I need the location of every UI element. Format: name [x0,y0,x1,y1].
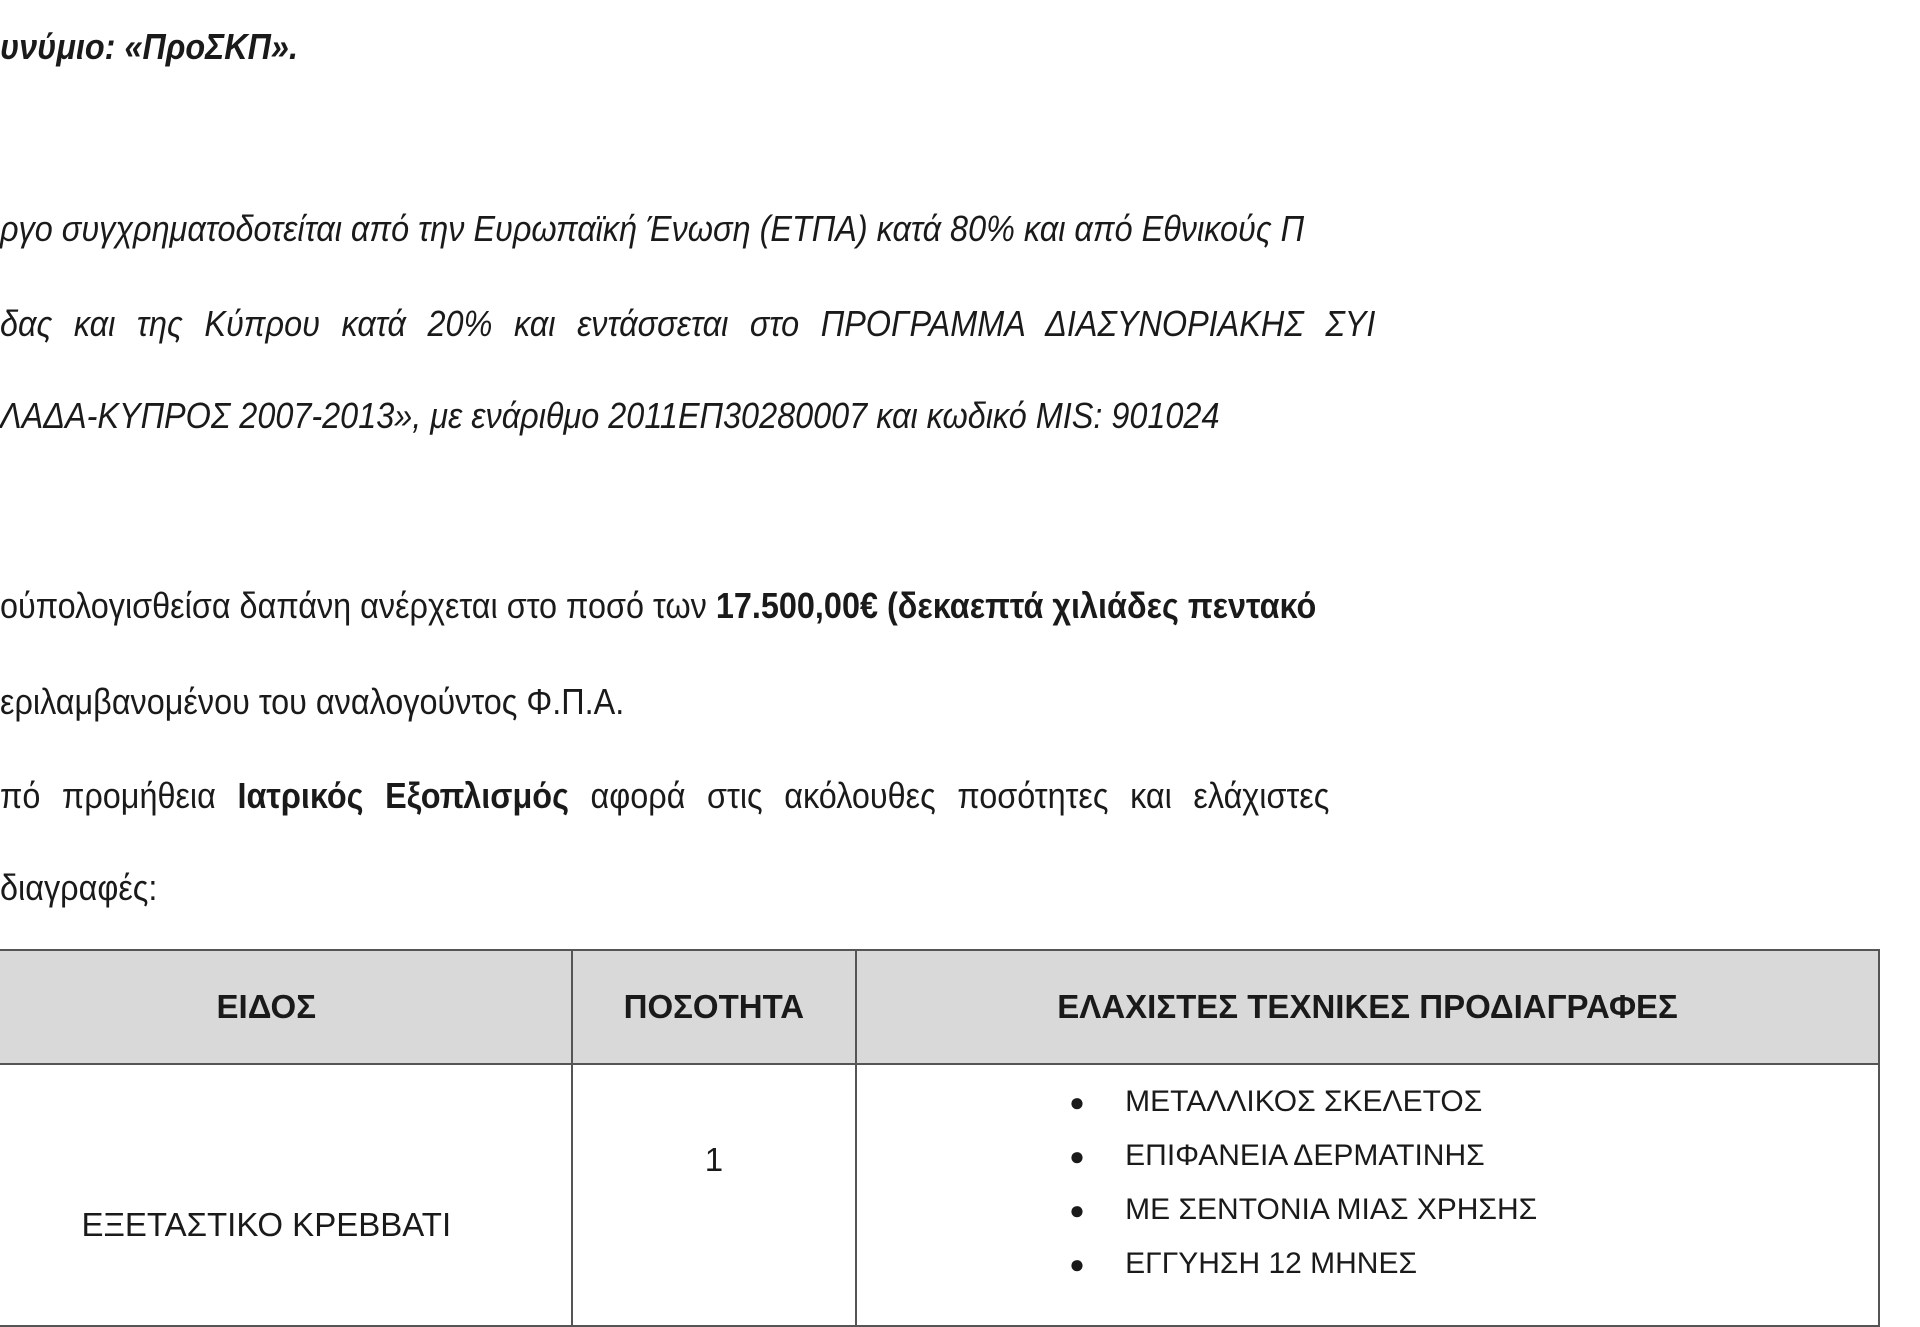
bullet-icon: ● [1069,1087,1085,1117]
spec-text: ΜΕΤΑΛΛΙΚΟΣ ΣΚΕΛΕΤΟΣ [1125,1085,1483,1118]
equipment-table [0,949,1880,1327]
list-item [1069,1183,1878,1237]
acronym-line: υνύμιο: «ΠροΣΚΠ». [0,26,298,67]
supply-item: Ιατρικός Εξοπλισμός [237,775,569,816]
funding-line-2: δας και της Κύπρου κατά 20% και εντάσσεται στο ΠΡΟΓΡΑΜΜΑ ΔΙΑΣΥΝΟΡΙΑΚΗΣ ΣΥΙ [0,303,1376,344]
item-quantity: 1 [704,1141,724,1178]
list-item [1069,1237,1878,1291]
bullet-icon: ● [1069,1141,1085,1171]
table-header-row [0,950,1879,1064]
supply-line [0,774,1329,818]
bullet-icon: ● [1069,1249,1085,1279]
header-quantity: ΠΟΣΟΤΗΤΑ [572,950,857,1064]
budget-text: ούπολογισθείσα δαπάνη ανέρχεται στο ποσό των [0,585,716,626]
table-row [0,1064,1879,1326]
header-item: ΕΙΔΟΣ [0,950,572,1064]
cell-item [0,1064,572,1326]
spec-text: ΕΓΓΥΗΣΗ 12 ΜΗΝΕΣ [1125,1247,1418,1280]
list-item [1069,1075,1878,1129]
funding-line-1: ργο συγχρηματοδοτείται από την Ευρωπαϊκή Ένωση (ΕΤΠΑ) κατά 80% και από Εθνικούς Π [0,208,1305,249]
bullet-icon: ● [1069,1195,1085,1225]
budget-amount: 17.500,00€ (δεκαεπτά χιλιάδες πεντακό [715,585,1317,626]
vat-line: εριλαμβανομένου του αναλογούντος Φ.Π.Α. [0,681,625,722]
item-name: ΕΞΕΤΑΣΤΙΚΟ ΚΡΕΒΒΑΤΙ [81,1206,452,1243]
specs-line: διαγραφές: [0,867,158,908]
spec-text: ΜΕ ΣΕΝΤΟΝΙΑ ΜΙΑΣ ΧΡΗΣΗΣ [1125,1193,1538,1226]
specs-list [857,1065,1878,1291]
spec-text: ΕΠΙΦΑΝΕΙΑ ΔΕΡΜΑΤΙΝΗΣ [1125,1139,1485,1172]
supply-text-end: αφορά στις ακόλουθες ποσότητες και ελάχιστες [568,775,1330,816]
budget-line [0,584,1316,628]
list-item [1069,1129,1878,1183]
funding-line-3: ΛΑΔΑ-ΚΥΠΡΟΣ 2007-2013», με ενάριθμο 2011ΕΠ30280007 και κωδικό MIS: 901024 [0,395,1220,436]
cell-specs [856,1064,1879,1326]
cell-quantity [572,1064,857,1326]
supply-text: πό προμήθεια [0,775,238,816]
header-specs: ΕΛΑΧΙΣΤΕΣ ΤΕΧΝΙΚΕΣ ΠΡΟΔΙΑΓΡΑΦΕΣ [856,950,1879,1064]
